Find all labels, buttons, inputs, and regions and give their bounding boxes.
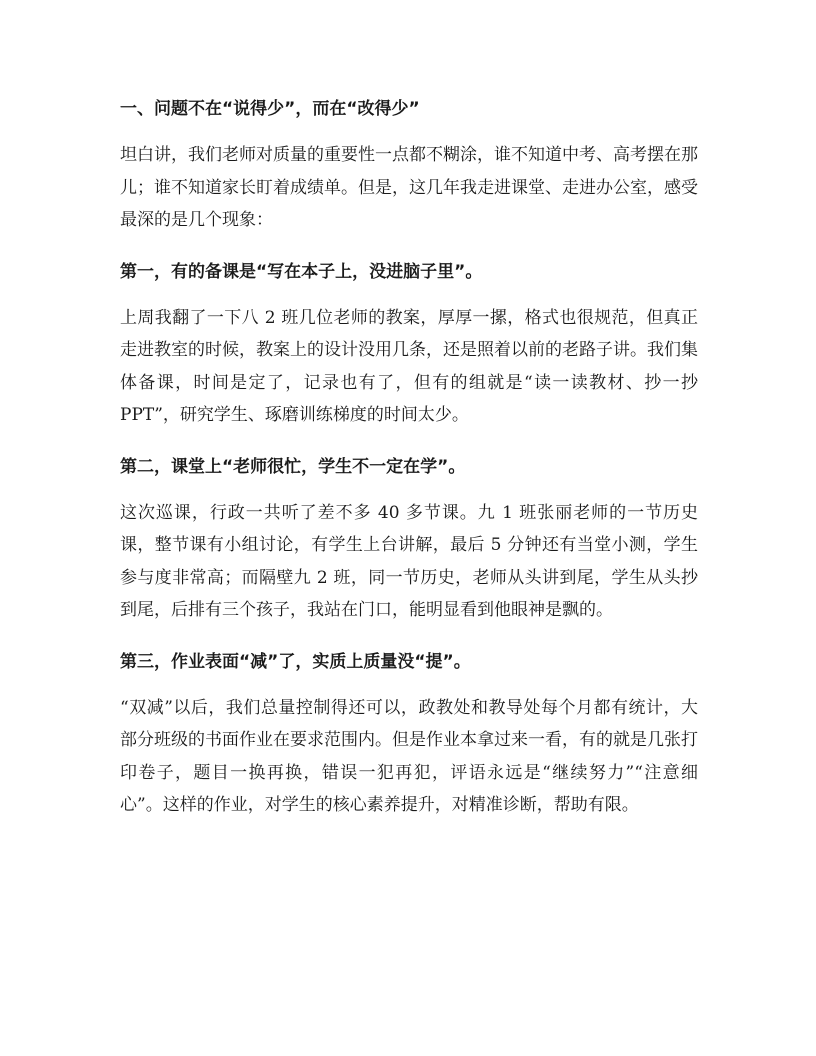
point-2-heading: 第二，课堂上“老师很忙，学生不一定在学”。 — [120, 456, 466, 477]
point-3-paragraph: “双减”以后，我们总量控制得还可以，政教处和教导处每个月都有统计，大部分班级的书面作业在要求范围内。但是作业本拿过来一看，有的就是几张打印卷子，题目一换再换，错误一犯再犯，评语永远是“继续努力”“注意细心”。这样的作业，对学生的核心素养提升，对精准诊断，帮助有限。 — [120, 697, 698, 815]
point-1-heading: 第一，有的备课是“写在本子上，没进脑子里”。 — [120, 261, 483, 282]
point-3-heading: 第三，作业表面“减”了，实质上质量没“提”。 — [120, 651, 471, 672]
point-2-paragraph: 这次巡课，行政一共听了差不多 40 多节课。九 1 班张丽老师的一节历史课，整节课有小组讨论，有学生上台讲解，最后 5 分钟还有当堂小测，学生参与度非常高；而隔壁九 2 班，同一节历史，老师从头讲到尾，学生从头抄到尾，后排有三个孩子，我站在门口，能明显看到他眼神是飘的。 — [120, 502, 698, 620]
point-1-paragraph: 上周我翻了一下八 2 班几位老师的教案，厚厚一摞，格式也很规范，但真正走进教室的时候，教案上的设计没用几条，还是照着以前的老路子讲。我们集体备课，时间是定了，记录也有了，但有的组就是“读一读教材、抄一抄 PPT”，研究学生、琢磨训练梯度的时间太少。 — [120, 307, 698, 425]
intro-paragraph: 坦白讲，我们老师对质量的重要性一点都不糊涂，谁不知道中考、高考摆在那儿；谁不知道家长盯着成绩单。但是，这几年我走进课堂、走进办公室，感受最深的是几个现象： — [120, 145, 698, 230]
section-heading: 一、问题不在“说得少”，而在“改得少” — [120, 99, 420, 119]
document-body — [120, 94, 698, 822]
